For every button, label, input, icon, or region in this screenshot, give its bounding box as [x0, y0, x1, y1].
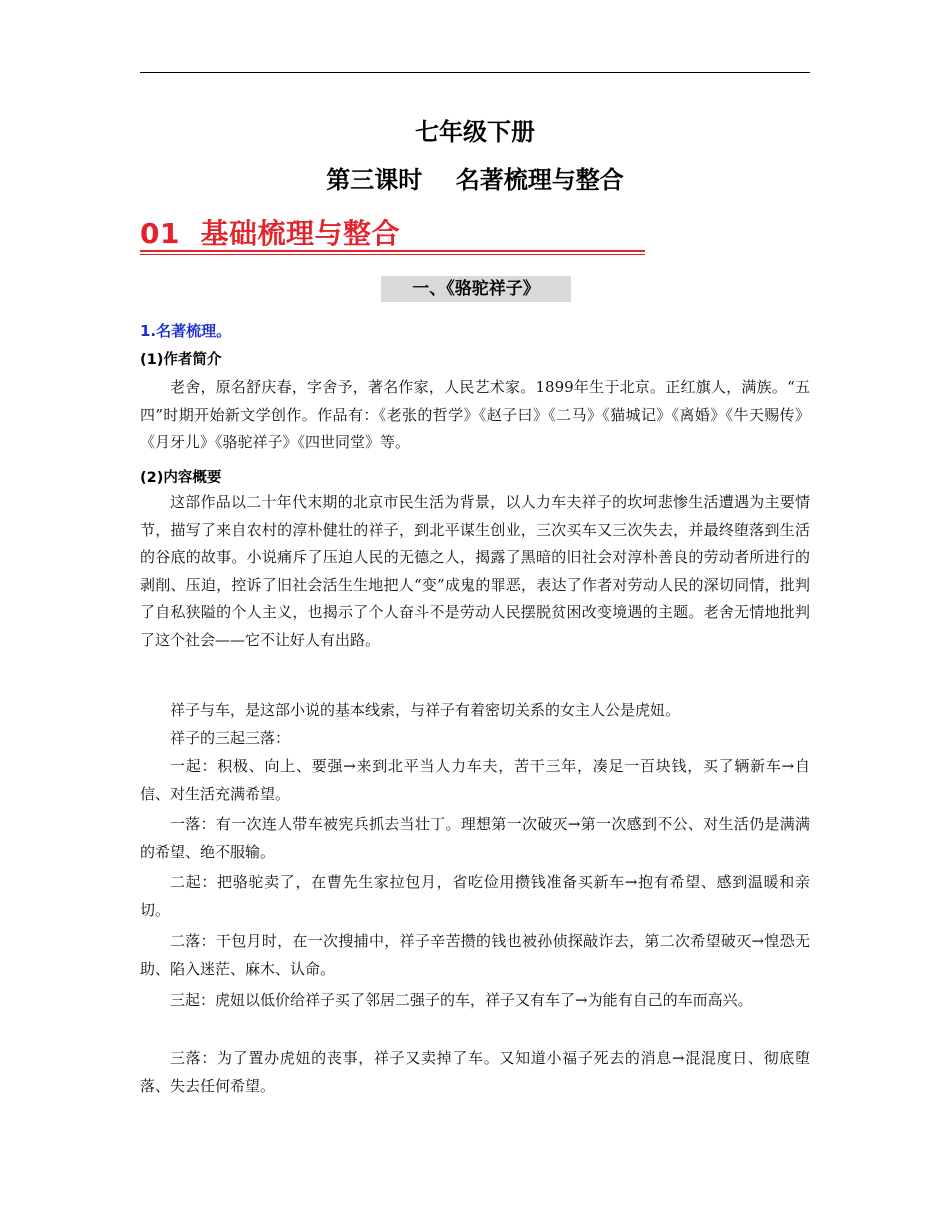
paragraph-rise-2: 二起：把骆驼卖了，在曹先生家拉包月，省吃俭用攒钱准备买新车→抱有希望、感到温暖和亲切。 [140, 873, 810, 919]
heading-content-summary: (2)内容概要 [140, 470, 222, 486]
paragraph-rise-1: 一起：积极、向上、要强→来到北平当人力车夫，苦干三年，凑足一百块钱，买了辆新车→自信、对生活充满希望。 [140, 757, 810, 803]
heading-author-intro: (1)作者简介 [140, 352, 222, 368]
paragraph-summary: 这部作品以二十年代末期的北京市民生活为背景，以人力车夫祥子的坎坷悲惨生活遭遇为主要情节，描写了来自农村的淳朴健壮的祥子，到北平谋生创业，三次买车又三次失去，并最终堕落到生活的谷底的故事。小说痛斥了压迫人民的无德之人，揭露了黑暗的旧社会对淳朴善良的劳动者所进行的剥削、压迫，控诉了旧社会活生生地把人“变”成鬼的罪恶，表达了作者对劳动人民的深切同情，批判了自私狭隘的个人主义，也揭示了个人奋斗不是劳动人民摆脱贫困改变境遇的主题。老舍无情地批判了这个社会——它不让好人有出路。 [140, 493, 810, 649]
lesson-title: 第三课时 名著梳理与整合 [326, 166, 624, 194]
paragraph-main-clue: 祥子与车，是这部小说的基本线索，与祥子有着密切关系的女主人公是虎妞。 [170, 701, 681, 719]
section-underline [140, 250, 645, 252]
paragraph-ups-downs-intro: 祥子的三起三落： [170, 729, 291, 747]
paragraph-fall-2: 二落：干包月时，在一次搜捕中，祥子辛苦攒的钱也被孙侦探敲诈去，第二次希望破灭→惶恐无助、陷入迷茫、麻木、认命。 [140, 932, 810, 978]
section-heading: 01 基础梳理与整合 [140, 217, 400, 250]
paragraph-fall-3: 三落：为了置办虎妞的丧事，祥子又卖掉了车。又知道小福子死去的消息→混混度日、彻底堕落、失去任何希望。 [140, 1049, 810, 1095]
heading-book-review: 1.名著梳理。 [140, 322, 232, 340]
paragraph-author: 老舍，原名舒庆春，字舍予，著名作家，人民艺术家。1899年生于北京。正红旗人，满族。“五四”时期开始新文学创作。作品有：《老张的哲学》《赵子曰》《二马》《猫城记》《离婚》《牛天赐传》《月牙儿》《骆驼祥子》《四世同堂》等。 [140, 378, 810, 451]
header-rule [140, 72, 810, 73]
paragraph-rise-3: 三起：虎妞以低价给祥子买了邻居二强子的车，祥子又有车了→为能有自己的车而高兴。 [170, 991, 753, 1009]
section-underline-thin [140, 254, 645, 255]
grade-title: 七年级下册 [415, 118, 535, 146]
subsection-title: 一、《骆驼祥子》 [381, 276, 571, 302]
paragraph-fall-1: 一落：有一次连人带车被宪兵抓去当壮丁。理想第一次破灭→第一次感到不公、对生活仍是满满的希望、绝不服输。 [140, 815, 810, 861]
